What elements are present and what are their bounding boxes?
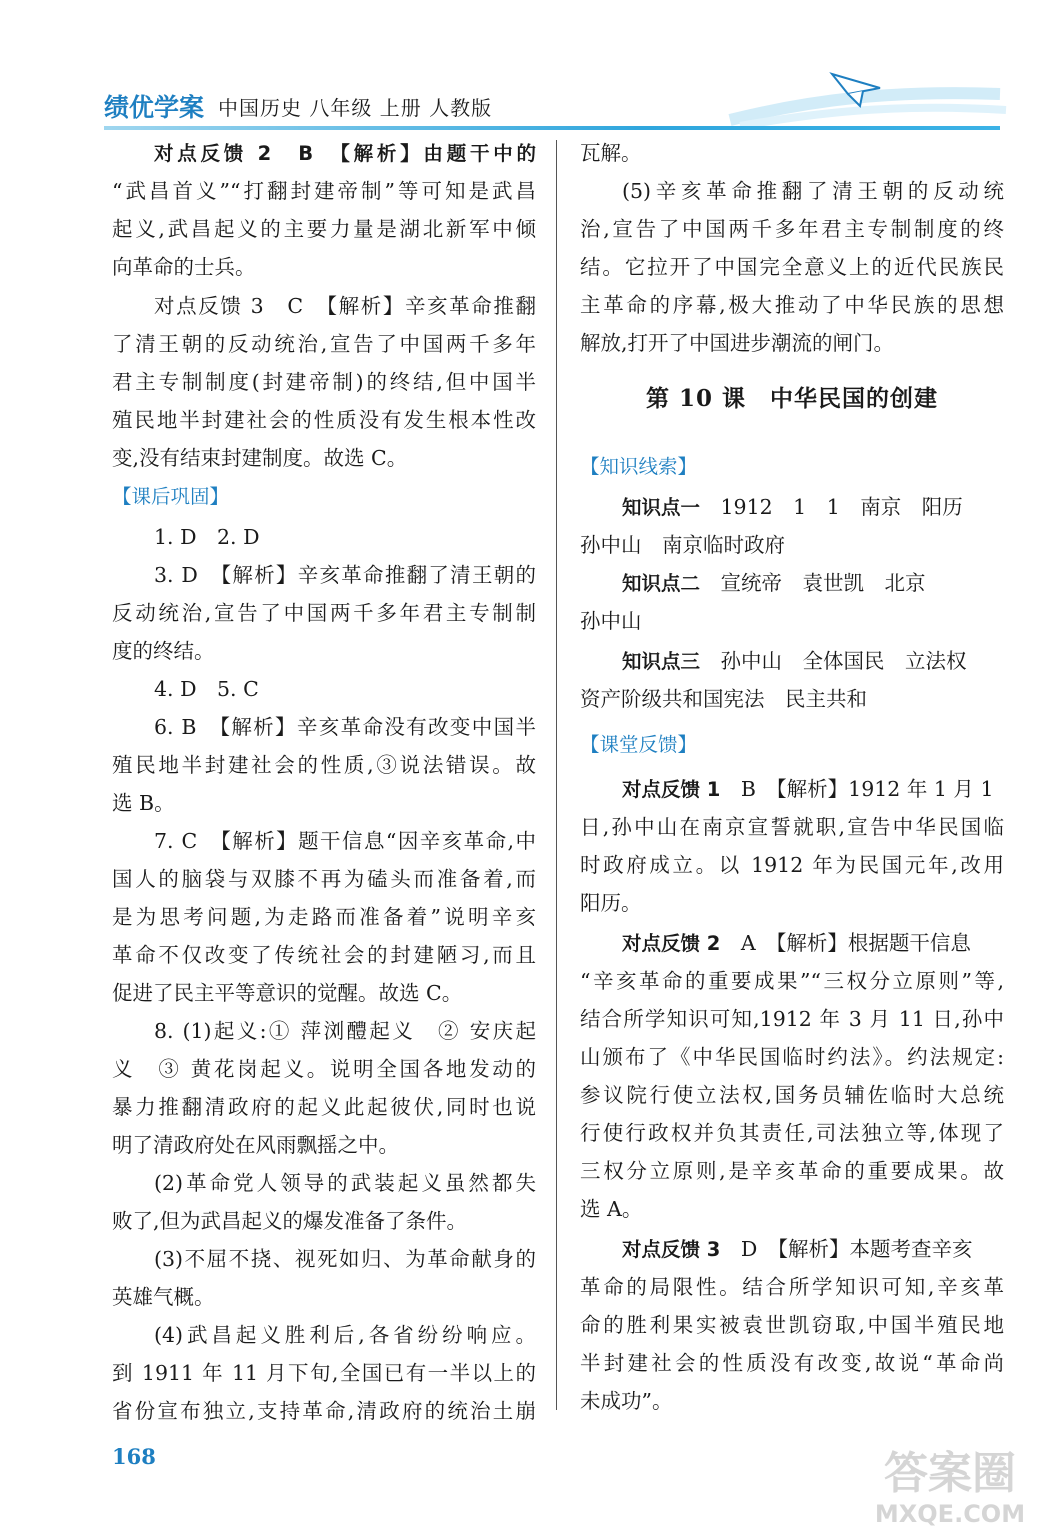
svg-text:MXQE.COM: MXQE.COM bbox=[874, 1500, 1026, 1528]
header-rule bbox=[104, 126, 1000, 130]
text-line: 明了清政府处在风雨飘摇之中。 bbox=[112, 1133, 399, 1157]
text-line: 参议院行使立法权,国务员辅佐临时大总统 bbox=[580, 1083, 1004, 1107]
text-line: 变,没有结束封建制度。故选 C。 bbox=[112, 446, 408, 470]
text-line: 暴力推翻清政府的起义此起彼伏,同时也说 bbox=[112, 1095, 536, 1119]
text-line: 结。它拉开了中国完全意义上的近代民族民 bbox=[580, 255, 1004, 279]
feedback-3: 对点反馈 3 D 【解析】本题考查辛亥 bbox=[622, 1237, 973, 1261]
text-line: 省份宣布独立,支持革命,清政府的统治土崩 bbox=[112, 1399, 536, 1423]
text-line: 孙中山 bbox=[580, 609, 642, 633]
text-line: 日,孙中山在南京宣誓就职,宣告中华民国临 bbox=[580, 815, 1004, 839]
text-line: 孙中山 南京临时政府 bbox=[580, 533, 785, 557]
knowledge-point-3: 知识点三 孙中山 全体国民 立法权 bbox=[622, 649, 967, 673]
text-line: 命的胜利果实被袁世凯窃取,中国半殖民地 bbox=[580, 1313, 1004, 1337]
text-line: 时政府成立。以 1912 年为民国元年,改用 bbox=[580, 853, 1004, 877]
watermark-logo bbox=[860, 1440, 1040, 1530]
paper-plane-icon bbox=[720, 60, 1010, 130]
text-line: 殖民地半封建社会的性质,③说法错误。故 bbox=[112, 753, 536, 777]
text-line: 反动统治,宣告了中国两千多年君主专制制 bbox=[112, 601, 536, 625]
text-line: 4. D 5. C bbox=[154, 677, 259, 701]
page-header bbox=[0, 60, 1052, 130]
text-line: 英雄气概。 bbox=[112, 1285, 215, 1309]
section-title: 【课堂反馈】 bbox=[580, 733, 698, 756]
text-line: 治,宣告了中国两千多年君主专制制度的终 bbox=[580, 217, 1004, 241]
text-line: 到 1911 年 11 月下旬,全国已有一半以上的 bbox=[112, 1361, 536, 1385]
text-line: 6. B 【解析】辛亥革命没有改变中国半 bbox=[154, 715, 536, 739]
text-line: 8. (1)起义:① 萍浏醴起义 ② 安庆起 bbox=[154, 1019, 536, 1043]
text-line: 革命不仅改变了传统社会的封建陋习,而且 bbox=[112, 943, 536, 967]
text-line: 起义,武昌起义的主要力量是湖北新军中倾 bbox=[112, 217, 536, 241]
text-line: 义 ③ 黄花岗起义。说明全国各地发动的 bbox=[112, 1057, 536, 1081]
text-line: 是为思考问题,为走路而准备着”说明辛亥 bbox=[112, 905, 536, 929]
feedback-1: 对点反馈 1 B 【解析】1912 年 1 月 1 bbox=[622, 777, 994, 801]
text-line: “辛亥革命的重要成果”“三权分立原则”等, bbox=[580, 969, 1004, 993]
text-line: 结合所学知识可知,1912 年 3 月 11 日,孙中 bbox=[580, 1007, 1004, 1031]
column-divider bbox=[556, 140, 557, 1410]
text-line: 对点反馈 3 C 【解析】辛亥革命推翻 bbox=[154, 294, 536, 318]
text-line: 促进了民主平等意识的觉醒。故选 C。 bbox=[112, 981, 463, 1005]
page-number: 168 bbox=[112, 1444, 156, 1469]
text-line: 选 A。 bbox=[580, 1197, 643, 1221]
text-line: “武昌首义”“打翻封建帝制”等可知是武昌 bbox=[112, 179, 536, 203]
text-line: 度的终结。 bbox=[112, 639, 215, 663]
section-title: 【课后巩固】 bbox=[112, 485, 230, 508]
text-line: 向革命的士兵。 bbox=[112, 255, 256, 279]
text-line: (3)不屈不挠、视死如归、为革命献身的 bbox=[154, 1247, 536, 1271]
text-line: 3. D 【解析】辛亥革命推翻了清王朝的 bbox=[154, 563, 536, 587]
text-line: 7. C 【解析】题干信息“因辛亥革命,中 bbox=[154, 829, 536, 853]
text-line: 山颁布了《中华民国临时约法》。约法规定: bbox=[580, 1045, 1004, 1069]
text-line: 行使行政权并负其责任,司法独立等,体现了 bbox=[580, 1121, 1004, 1145]
text-line: 三权分立原则,是辛亥革命的重要成果。故 bbox=[580, 1159, 1004, 1183]
feedback-2: 对点反馈 2 A 【解析】根据题干信息 bbox=[622, 931, 971, 955]
text-line: 未成功”。 bbox=[580, 1389, 673, 1413]
text-line: 解放,打开了中国进步潮流的闸门。 bbox=[580, 331, 895, 355]
text-line: 了清王朝的反动统治,宣告了中国两千多年 bbox=[112, 332, 536, 356]
text-line: (2)革命党人领导的武装起义虽然都失 bbox=[154, 1171, 536, 1195]
text-line: 选 B。 bbox=[112, 791, 175, 815]
text-line: 资产阶级共和国宪法 民主共和 bbox=[580, 687, 867, 711]
book-subject: 中国历史 八年级 上册 人教版 bbox=[218, 96, 493, 120]
brand-logo: 绩优学案 bbox=[104, 93, 205, 122]
section-title: 【知识线索】 bbox=[580, 455, 698, 478]
text-line: (4)武昌起义胜利后,各省纷纷响应。 bbox=[154, 1323, 536, 1347]
text-line: 革命的局限性。结合所学知识可知,辛亥革 bbox=[580, 1275, 1004, 1299]
knowledge-point-1: 知识点一 1912 1 1 南京 阳历 bbox=[622, 495, 963, 519]
text-line: 国人的脑袋与双膝不再为磕头而准备着,而 bbox=[112, 867, 536, 891]
text-line: (5)辛亥革命推翻了清王朝的反动统 bbox=[622, 179, 1004, 203]
svg-text:答案圈: 答案圈 bbox=[884, 1448, 1016, 1499]
text-line: 君主专制制度(封建帝制)的终结,但中国半 bbox=[112, 370, 536, 394]
text-line: 1. D 2. D bbox=[154, 525, 260, 549]
lesson-title: 第 10 课 中华民国的创建 bbox=[645, 385, 939, 412]
text-line: 对点反馈 2 B 【解析】由题干中的 bbox=[154, 142, 536, 165]
knowledge-point-2: 知识点二 宣统帝 袁世凯 北京 bbox=[622, 571, 926, 595]
text-line: 半封建社会的性质没有改变,故说“革命尚 bbox=[580, 1351, 1004, 1375]
text-line: 主革命的序幕,极大推动了中华民族的思想 bbox=[580, 293, 1004, 317]
text-line: 阳历。 bbox=[580, 891, 642, 915]
text-line: 败了,但为武昌起义的爆发准备了条件。 bbox=[112, 1209, 468, 1233]
text-line: 殖民地半封建社会的性质没有发生根本性改 bbox=[112, 408, 536, 432]
text-line: 瓦解。 bbox=[580, 141, 642, 165]
